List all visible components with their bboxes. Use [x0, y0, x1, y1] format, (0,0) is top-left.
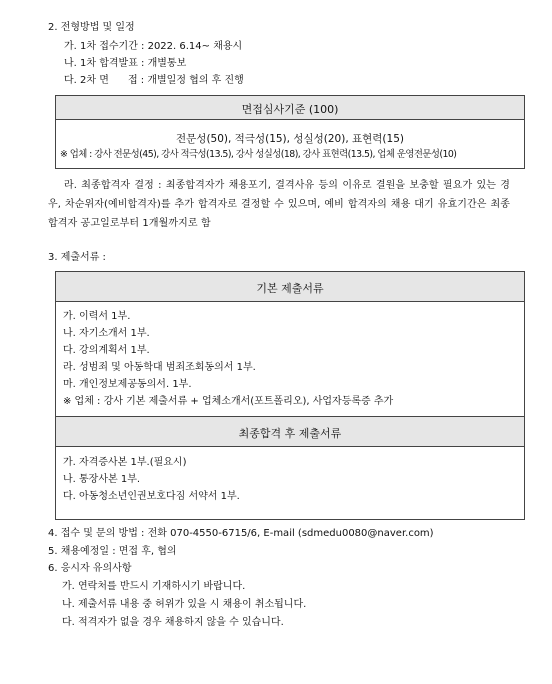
basic-docs-note: ※ 업체 : 강사 기본 제출서류 + 업체소개서(포트폴리오), 사업자등록증 추가: [63, 396, 394, 407]
section5-start-date: 5. 채용예정일 : 면접 후, 협의: [48, 546, 177, 557]
basic-doc-item: 라. 성범죄 및 아동학대 범죄조회동의서 1부.: [63, 362, 256, 373]
basic-doc-item: 가. 이력서 1부.: [63, 311, 131, 322]
section6-item-1: 가. 연락처를 반드시 기재하시기 바랍니다.: [62, 581, 246, 592]
section2-title: 2. 전형방법 및 일정: [48, 22, 135, 33]
final-doc-item: 다. 아동청소년인권보호다짐 서약서 1부.: [63, 491, 240, 502]
section6-item-3: 다. 적격자가 없을 경우 채용하지 않을 수 있습니다.: [62, 617, 284, 628]
interview-criteria-note: ※ 업체 : 강사 전문성(45), 강사 적극성(13.5), 강사 성실성(18), 강사 표현력(13.5), 업체 운영전문성(10): [60, 149, 457, 160]
basic-doc-item: 다. 강의계획서 1부.: [63, 345, 150, 356]
interview-criteria-text: 전문성(50), 적극성(15), 성실성(20), 표현력(15): [176, 133, 404, 145]
section4-contact: 4. 접수 및 문의 방법 : 전화 070-4550-6715/6, E-mail (sdmedu0080@naver.com): [48, 528, 434, 539]
final-docs-header: 최종합격 후 제출서류: [238, 427, 342, 440]
basic-doc-item: 나. 자기소개서 1부.: [63, 328, 150, 339]
final-doc-item: 나. 통장사본 1부.: [63, 474, 141, 485]
documents-box: [55, 271, 525, 520]
divider: [56, 301, 524, 302]
section2-item-1: 가. 1차 접수기간 : 2022. 6.14~ 채용시: [64, 41, 243, 52]
section6-title: 6. 응시자 유의사항: [48, 563, 132, 574]
basic-docs-header: 기본 제출서류: [256, 282, 324, 295]
final-decision-paragraph: 라. 최종합격자 결정 : 최종합격자가 채용포기, 결격사유 등의 이유로 결원을 보충할 필요가 있는 경우, 차순위자(예비합격자)를 추가 합격자로 결정할 수 있으며, 예비 합격자의 채용 대기 유효기간은 최종합격자 공고일로부터 1개월까지로 함: [48, 180, 510, 229]
interview-criteria-header: 면접심사기준 (100): [241, 103, 339, 116]
divider: [56, 119, 524, 120]
section6-item-2: 나. 제출서류 내용 중 허위가 있을 시 채용이 취소됩니다.: [62, 599, 307, 610]
interview-criteria-box: [55, 95, 525, 169]
section2-item-2: 나. 1차 합격발표 : 개별통보: [64, 58, 187, 69]
section2-item-3: 다. 2차 면 접 : 개별일정 협의 후 진행: [64, 75, 244, 86]
final-doc-item: 가. 자격증사본 1부.(필요시): [63, 457, 187, 468]
basic-doc-item: 마. 개인정보제공동의서. 1부.: [63, 379, 192, 390]
divider: [56, 446, 524, 447]
section3-title: 3. 제출서류 :: [48, 252, 106, 263]
